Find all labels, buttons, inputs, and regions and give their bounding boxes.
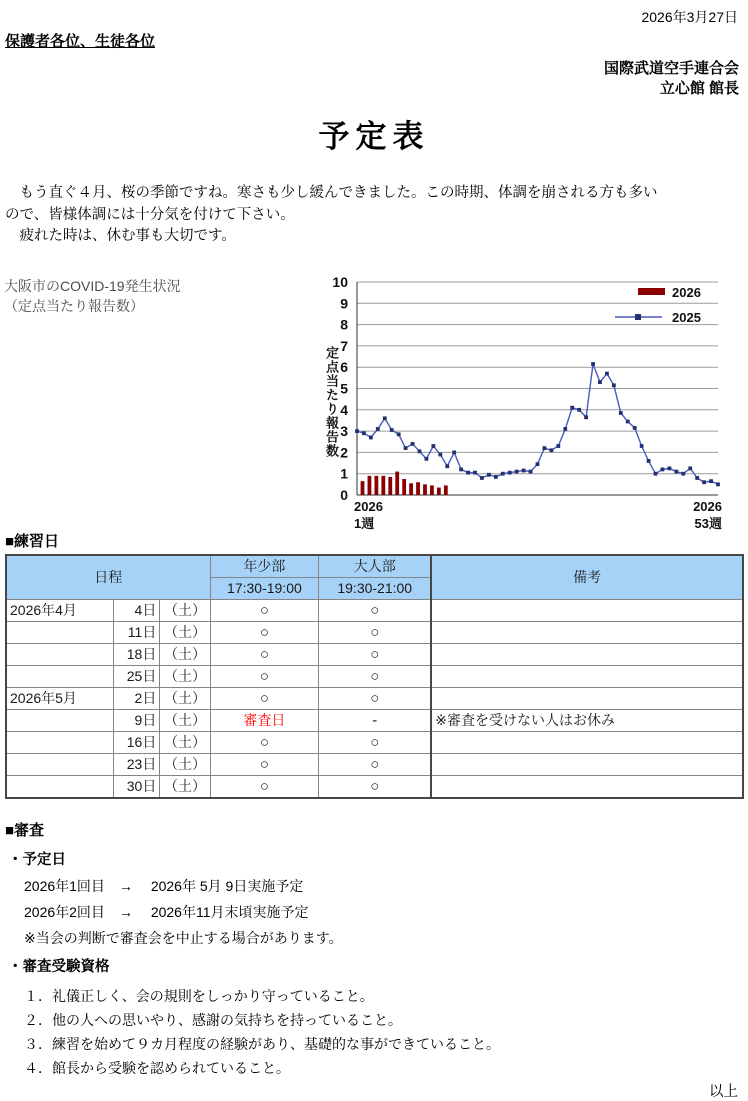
svg-text:2025: 2025 xyxy=(672,309,701,325)
cell-note xyxy=(431,753,743,775)
chart-caption xyxy=(4,276,181,316)
cell-note: ※審査を受けない人はお休み xyxy=(431,709,743,731)
cell-month xyxy=(6,709,114,731)
cell-note xyxy=(431,775,743,798)
svg-text:8: 8 xyxy=(340,316,348,333)
svg-text:4: 4 xyxy=(340,401,348,418)
cell-adult-status: ○ xyxy=(319,687,432,709)
table-row xyxy=(6,709,743,731)
table-row xyxy=(6,643,743,665)
svg-text:6: 6 xyxy=(340,358,348,375)
cell-note xyxy=(431,621,743,643)
svg-text:3: 3 xyxy=(340,422,348,439)
table-row xyxy=(6,731,743,753)
intro-line-2: ので、皆様体調には十分気を付けて下さい。 xyxy=(5,206,295,223)
organization-name: 国際武道空手連合会 xyxy=(603,60,739,77)
svg-text:53週: 53週 xyxy=(694,515,722,530)
cell-junior-status: ○ xyxy=(210,643,319,665)
exam-requirement-4: ４．館長から受験を認められていること。 xyxy=(24,1059,290,1076)
svg-text:2026: 2026 xyxy=(693,498,722,514)
cell-day: 9日 xyxy=(114,709,160,731)
cell-adult-status: ○ xyxy=(319,643,432,665)
exam-requirement-3: ３．練習を始めて９カ月程度の経験があり、基礎的な事ができていること。 xyxy=(24,1035,500,1052)
svg-text:9: 9 xyxy=(340,294,348,311)
header-junior-time: 17:30-19:00 xyxy=(210,577,319,599)
page-title: 予定表 xyxy=(318,119,430,154)
cell-month: 2026年5月 xyxy=(6,687,114,709)
header-junior: 年少部 xyxy=(210,555,319,578)
cell-weekday: （土） xyxy=(160,753,210,775)
cell-month xyxy=(6,731,114,753)
covid-chart-svg xyxy=(270,270,748,530)
covid-chart-section xyxy=(0,270,748,528)
cell-day: 4日 xyxy=(114,599,160,621)
organization-block xyxy=(0,59,739,99)
schedule-section-title: ■練習日 xyxy=(5,532,60,550)
cell-month xyxy=(6,621,114,643)
cell-note xyxy=(431,731,743,753)
header-adult: 大人部 xyxy=(319,555,432,578)
exam-eligibility-subtitle: ・審査受験資格 xyxy=(8,958,110,975)
header-date: 日程 xyxy=(6,555,210,600)
cell-note xyxy=(431,599,743,621)
svg-text:2026: 2026 xyxy=(354,498,383,514)
cell-day: 18日 xyxy=(114,643,160,665)
cell-junior-status: ○ xyxy=(210,687,319,709)
cell-month: 2026年4月 xyxy=(6,599,114,621)
cell-adult-status: ○ xyxy=(319,731,432,753)
cell-day: 16日 xyxy=(114,731,160,753)
cell-day: 2日 xyxy=(114,687,160,709)
cell-month xyxy=(6,775,114,798)
cell-month xyxy=(6,643,114,665)
cell-adult-status: ○ xyxy=(319,599,432,621)
svg-text:5: 5 xyxy=(340,380,348,396)
sender-name: 立心館 館長 xyxy=(659,80,739,97)
exam-requirement-2: ２．他の人への思いやり、感謝の気持ちを持っていること。 xyxy=(24,1011,402,1028)
svg-text:2026: 2026 xyxy=(672,284,701,300)
exam-dates-subtitle: ・予定日 xyxy=(8,851,66,868)
table-row xyxy=(6,753,743,775)
cell-month xyxy=(6,753,114,775)
cell-weekday: （土） xyxy=(160,643,210,665)
cell-junior-status: ○ xyxy=(210,621,319,643)
intro-paragraph xyxy=(5,183,743,248)
svg-text:10: 10 xyxy=(332,273,348,290)
document-date: 2026年3月27日 xyxy=(641,9,738,25)
table-row xyxy=(6,599,743,621)
cell-adult-status: ○ xyxy=(319,775,432,798)
header-adult-time: 19:30-21:00 xyxy=(319,577,432,599)
chart-caption-line-1: 大阪市のCOVID-19発生状況 xyxy=(4,277,181,294)
cell-adult-status: ○ xyxy=(319,753,432,775)
cell-weekday: （土） xyxy=(160,621,210,643)
closing-word: 以上 xyxy=(709,1083,738,1100)
salutation: 保護者各位、生徒各位 xyxy=(5,33,156,50)
cell-junior-status: ○ xyxy=(210,665,319,687)
table-row xyxy=(6,775,743,798)
cell-weekday: （土） xyxy=(160,709,210,731)
intro-line-3: 疲れた時は、休む事も大切です。 xyxy=(5,228,236,244)
chart-y-axis-label: 定点当たり報告数 xyxy=(324,345,339,458)
cell-adult-status: - xyxy=(319,709,432,731)
exam-requirement-1: １．礼儀正しく、会の規則をしっかり守っていること。 xyxy=(24,987,374,1004)
cell-weekday: （土） xyxy=(160,731,210,753)
svg-text:2: 2 xyxy=(340,443,348,460)
exam-date-line-2: 2026年2回目 → 2026年11月末頃実施予定 xyxy=(24,903,309,920)
exam-section-title: ■審査 xyxy=(5,821,45,839)
cell-junior-status: 審査日 xyxy=(210,709,319,731)
cell-adult-status: ○ xyxy=(319,621,432,643)
practice-schedule-table xyxy=(5,554,744,799)
cell-weekday: （土） xyxy=(160,687,210,709)
cell-day: 30日 xyxy=(114,775,160,798)
exam-date-line-1: 2026年1回目 → 2026年 5月 9日実施予定 xyxy=(24,877,304,894)
chart-caption-line-2: （定点当たり報告数） xyxy=(4,297,144,314)
intro-line-1: もう直ぐ４月、桜の季節ですね。寒さも少し緩んできました。この時期、体調を崩される方も多い xyxy=(5,185,658,201)
exam-cancel-note: ※当会の判断で審査会を中止する場合があります。 xyxy=(24,929,343,946)
cell-note xyxy=(431,665,743,687)
table-row xyxy=(6,687,743,709)
schedule-table-body xyxy=(6,599,743,798)
cell-day: 11日 xyxy=(114,621,160,643)
cell-weekday: （土） xyxy=(160,775,210,798)
svg-text:1: 1 xyxy=(340,465,348,482)
exam-section xyxy=(0,819,748,1080)
cell-adult-status: ○ xyxy=(319,665,432,687)
cell-weekday: （土） xyxy=(160,665,210,687)
cell-day: 23日 xyxy=(114,753,160,775)
cell-note xyxy=(431,643,743,665)
cell-day: 25日 xyxy=(114,665,160,687)
svg-text:1週: 1週 xyxy=(354,515,375,530)
table-row xyxy=(6,621,743,643)
cell-note xyxy=(431,687,743,709)
svg-text:0: 0 xyxy=(340,486,348,503)
cell-junior-status: ○ xyxy=(210,775,319,798)
header-notes: 備考 xyxy=(431,555,743,600)
table-row xyxy=(6,665,743,687)
svg-text:7: 7 xyxy=(340,337,348,354)
cell-junior-status: ○ xyxy=(210,599,319,621)
cell-weekday: （土） xyxy=(160,599,210,621)
cell-month xyxy=(6,665,114,687)
cell-junior-status: ○ xyxy=(210,753,319,775)
cell-junior-status: ○ xyxy=(210,731,319,753)
